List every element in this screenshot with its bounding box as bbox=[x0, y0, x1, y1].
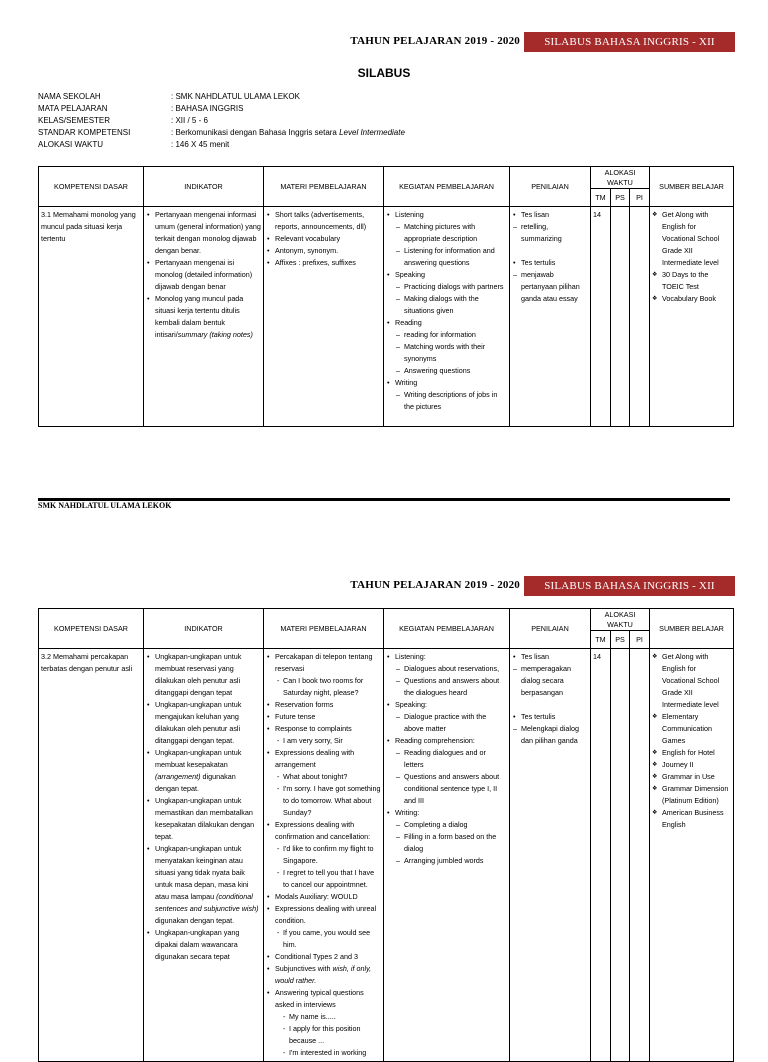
page-title: SILABUS bbox=[357, 66, 411, 80]
col-penilaian: PENILAIAN bbox=[510, 609, 591, 649]
col-sumber: SUMBER BELAJAR bbox=[650, 609, 734, 649]
info-value: : SMK NAHDLATUL ULAMA LEKOK bbox=[171, 92, 300, 101]
kd-cell: 3.1 Memahami monolog yang muncul pada situasi kerja tertentu bbox=[39, 207, 144, 427]
col-ps: PS bbox=[611, 631, 630, 649]
col-alokasi: ALOKASI WAKTU bbox=[591, 167, 650, 189]
sumber-cell: ❖ Get Along with English for Vocational School Grade XII Intermediate level ❖ 30 Days to the TOEIC Test ❖ Vocabulary Book bbox=[650, 207, 734, 427]
info-label: MATA PELAJARAN bbox=[38, 104, 108, 113]
syllabus-tag: SILABUS BAHASA INGGRIS - XII bbox=[524, 576, 735, 596]
col-materi: MATERI PEMBELAJARAN bbox=[264, 609, 384, 649]
tm-cell: 14 bbox=[591, 649, 611, 1062]
col-kegiatan: KEGIATAN PEMBELAJARAN bbox=[384, 609, 510, 649]
info-value: : BAHASA INGGRIS bbox=[171, 104, 244, 113]
kd-cell: 3.2 Memahami percakapan terbatas dengan penutur asli bbox=[39, 649, 144, 1062]
info-value: : 146 X 45 menit bbox=[171, 140, 230, 149]
ps-cell bbox=[611, 207, 630, 427]
kegiatan-cell: • Listening: – Dialogues about reservations, – Questions and answers about the dialogues heard • Speaking: – Dialogue practice with the above matter • Reading comprehension: – Reading dialogues and or letters – Questions and answers about conditional sentence type I, II and III • Writing: – Completing a dialog – Filling in a form based on the dialog – Arranging jumbled words bbox=[384, 649, 510, 1062]
info-label: ALOKASI WAKTU bbox=[38, 140, 104, 149]
pi-cell bbox=[630, 649, 650, 1062]
col-kompetensi: KOMPETENSI DASAR bbox=[39, 609, 144, 649]
syllabus-table-2 bbox=[38, 608, 734, 1062]
col-tm: TM bbox=[591, 189, 611, 207]
info-value: : Berkomunikasi dengan Bahasa Inggris setara Level Intermediate bbox=[171, 128, 405, 137]
page-header-1 bbox=[0, 32, 768, 52]
kegiatan-cell: • Listening – Matching pictures with appropriate description – Listening for information and answering questions • Speaking – Practicing dialogs with partners – Making dialogs with the situations given • Reading – reading for information – Matching words with their synonyms – Answering questions • Writing – Writing descriptions of jobs in the pictures bbox=[384, 207, 510, 427]
tm-cell: 14 bbox=[591, 207, 611, 427]
info-label: KELAS/SEMESTER bbox=[38, 116, 111, 125]
pi-cell bbox=[630, 207, 650, 427]
col-ps: PS bbox=[611, 189, 630, 207]
col-kompetensi: KOMPETENSI DASAR bbox=[39, 167, 144, 207]
year-label: TAHUN PELAJARAN 2019 - 2020 bbox=[350, 579, 520, 591]
col-indikator: INDIKATOR bbox=[144, 167, 264, 207]
year-label: TAHUN PELAJARAN 2019 - 2020 bbox=[350, 35, 520, 47]
col-materi: MATERI PEMBELAJARAN bbox=[264, 167, 384, 207]
ps-cell bbox=[611, 649, 630, 1062]
col-alokasi: ALOKASI WAKTU bbox=[591, 609, 650, 631]
col-penilaian: PENILAIAN bbox=[510, 167, 591, 207]
col-pi: PI bbox=[630, 631, 650, 649]
penilaian-cell: • Tes lisan – retelling, summarizing • Tes tertulis – menjawab pertanyaan pilihan ganda atau essay bbox=[510, 207, 591, 427]
col-pi: PI bbox=[630, 189, 650, 207]
col-kegiatan: KEGIATAN PEMBELAJARAN bbox=[384, 167, 510, 207]
col-indikator: INDIKATOR bbox=[144, 609, 264, 649]
info-label: NAMA SEKOLAH bbox=[38, 92, 101, 101]
penilaian-cell: • Tes lisan – memperagakan dialog secara berpasangan • Tes tertulis – Melengkapi dialog dan pilihan ganda bbox=[510, 649, 591, 1062]
col-tm: TM bbox=[591, 631, 611, 649]
table-row bbox=[39, 649, 734, 1062]
indikator-cell: • Ungkapan-ungkapan untuk membuat reservasi yang dilakukan oleh penutur asli ditanggapi dengan tepat • Ungkapan-ungkapan untuk mengajukan keluhan yang dilakukan oleh penutur asli ditanggapi dengan tepat. • Ungkapan-ungkapan untuk membuat kesepakatan (arrangement) digunakan dengan tepat. • Ungkapan-ungkapan untuk memastikan dan membatalkan kesepakatan dilakukan dengan tepat. • Ungkapan-ungkapan untuk menyatakan keinginan atau situasi yang tidak nyata baik untuk masa depan, masa kini atau masa lampau (conditional sentences and subjunctive wish) digunakan dengan tepat. • Ungkapan-ungkapan yang dipakai dalam wawancara digunakan secara tepat bbox=[144, 649, 264, 1062]
materi-cell: • Percakapan di telepon tentang reservasi - Can I book two rooms for Saturday night, please? • Reservation forms • Future tense • Response to complaints - I am very sorry, Sir • Expressions dealing with arrangement - What about tonight? - I'm sorry. I have got something to do tomorrow. What about Sunday? • Expressions dealing with confirmation and cancellation: - I'd like to confirm my flight to Singapore. - I regret to tell you that I have to cancel our appointmnet. • Modals Auxiliary: WOULD • Expressions dealing with unreal condition. - If you came, you would see him. • Conditional Types 2 and 3 • Subjunctives with wish, if only, would rather. • Answering typical questions asked in interviews - My name is..... - I apply for this position because ... - I'm interested in working bbox=[264, 649, 384, 1062]
syllabus-tag: SILABUS BAHASA INGGRIS - XII bbox=[524, 32, 735, 52]
indikator-cell: • Pertanyaan mengenai informasi umum (general information) yang terkait dengan monolog dijawab dengan benar. • Pertanyaan mengenai isi monolog (detailed information) dijawab dengan benar • Monolog yang muncul pada situasi kerja tertentu ditulis kembali dalam bentuk intisari/summary (taking notes) bbox=[144, 207, 264, 427]
info-label: STANDAR KOMPETENSI bbox=[38, 128, 131, 137]
school-info bbox=[38, 91, 405, 151]
footer-school: SMK NAHDLATUL ULAMA LEKOK bbox=[38, 501, 172, 510]
page-header-2 bbox=[0, 576, 768, 596]
info-value: : XII / 5 - 6 bbox=[171, 116, 208, 125]
sumber-cell: ❖ Get Along with English for Vocational School Grade XII Intermediate level ❖ Elementary Communication Games ❖ English for Hotel ❖ Journey II ❖ Grammar in Use ❖ Grammar Dimension (Platinum Edition) ❖ American Business English bbox=[650, 649, 734, 1062]
table-row bbox=[39, 207, 734, 427]
syllabus-table-1 bbox=[38, 166, 734, 427]
materi-cell: • Short talks (advertisements, reports, announcements, dll) • Relevant vocabulary • Antonym, synonym. • Affixes : prefixes, suffixes bbox=[264, 207, 384, 427]
col-sumber: SUMBER BELAJAR bbox=[650, 167, 734, 207]
